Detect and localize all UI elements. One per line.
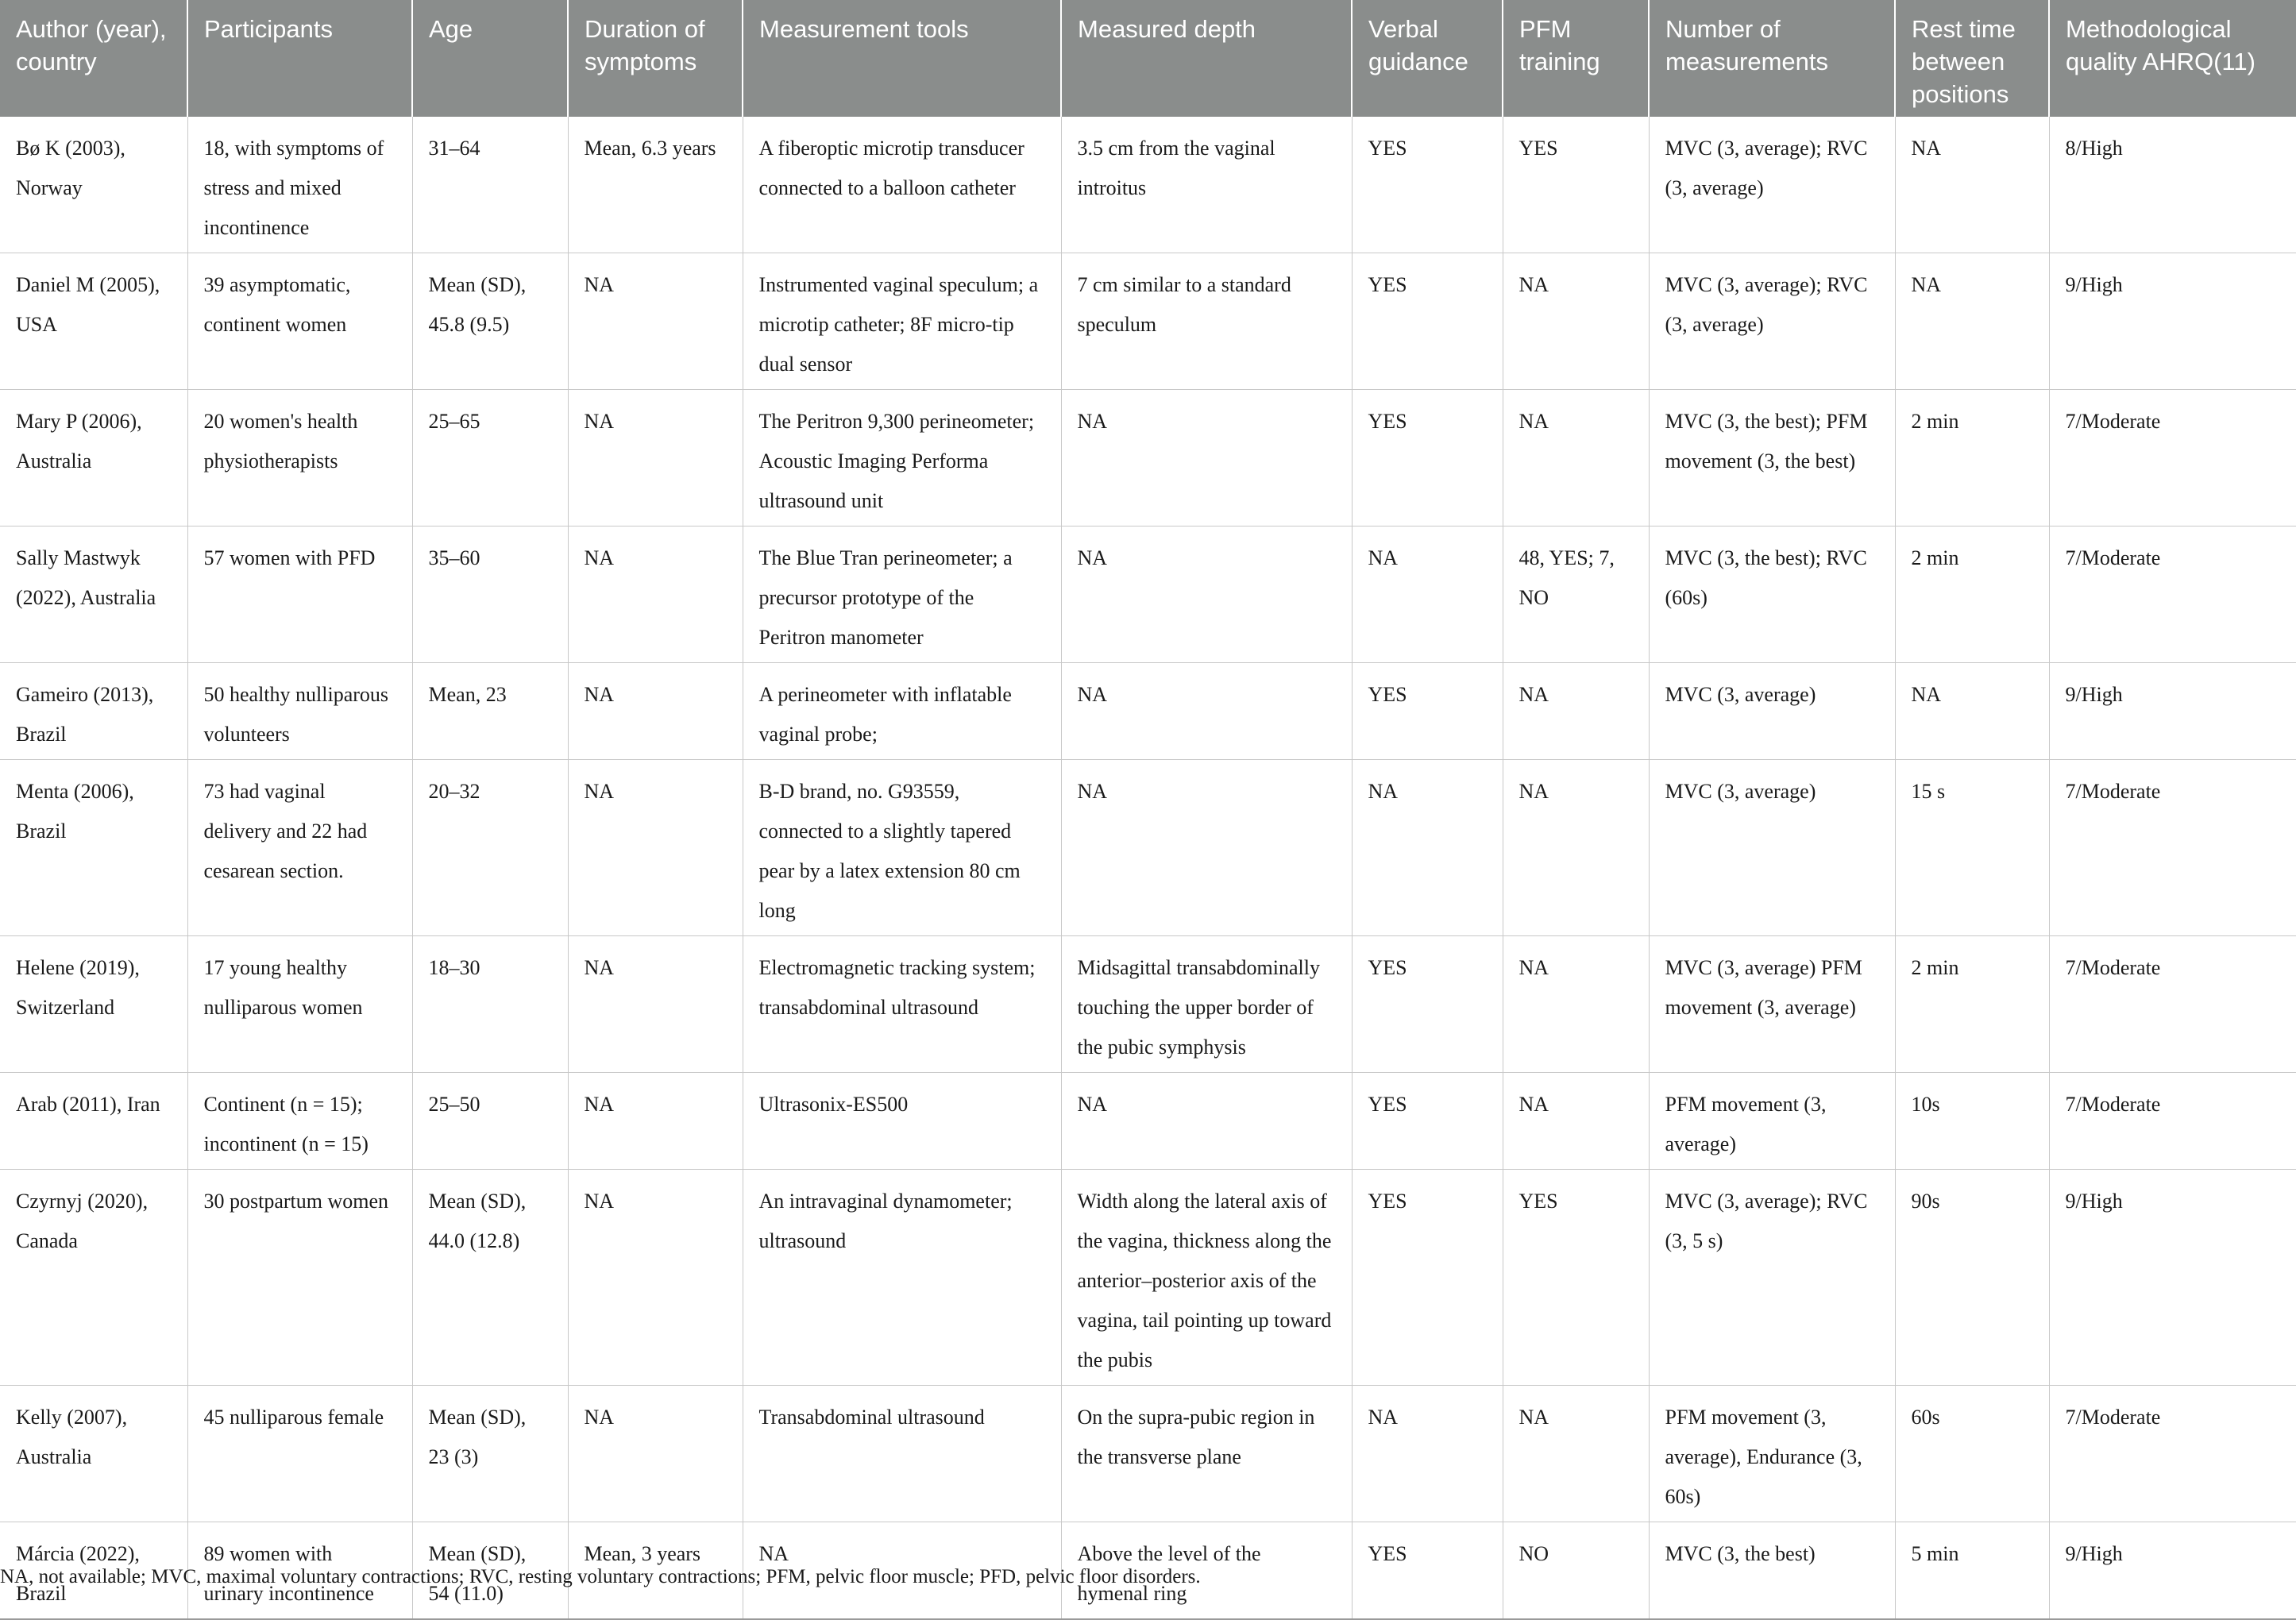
table-cell: MVC (3, average); RVC (3, average) bbox=[1649, 253, 1895, 390]
table-cell: NA bbox=[568, 526, 743, 663]
table-cell: Midsagittal transabdominally touching the upper border of the pubic symphysis bbox=[1061, 936, 1352, 1073]
table-cell: NA bbox=[568, 1170, 743, 1386]
table-cell: NA bbox=[1061, 1073, 1352, 1170]
table-cell: On the supra-pubic region in the transverse plane bbox=[1061, 1386, 1352, 1522]
table-row bbox=[0, 936, 2296, 1073]
table-cell: YES bbox=[1352, 390, 1503, 526]
table-cell: YES bbox=[1503, 117, 1649, 253]
table-cell: MVC (3, the best); RVC (60s) bbox=[1649, 526, 1895, 663]
table-cell: 48, YES; 7, NO bbox=[1503, 526, 1649, 663]
table-cell: 18–30 bbox=[412, 936, 568, 1073]
table-cell: NA bbox=[1503, 936, 1649, 1073]
table-cell: NA bbox=[1503, 1386, 1649, 1522]
table-cell: Electromagnetic tracking system; transabdominal ultrasound bbox=[743, 936, 1061, 1073]
table-cell: 45 nulliparous female bbox=[187, 1386, 412, 1522]
table-cell: 25–65 bbox=[412, 390, 568, 526]
table-cell: NO bbox=[1503, 1522, 1649, 1620]
table-cell: YES bbox=[1352, 1170, 1503, 1386]
table-cell: NA bbox=[1895, 253, 2049, 390]
table-cell: An intravaginal dynamometer; ultrasound bbox=[743, 1170, 1061, 1386]
table-cell: 17 young healthy nulliparous women bbox=[187, 936, 412, 1073]
table-cell: NA bbox=[1352, 760, 1503, 936]
table-cell: NA bbox=[1503, 1073, 1649, 1170]
table-cell: Width along the lateral axis of the vagina, thickness along the anterior–posterior axis of the vagina, tail pointing up toward the pubis bbox=[1061, 1170, 1352, 1386]
table-cell: YES bbox=[1352, 253, 1503, 390]
table-cell: A fiberoptic microtip transducer connected to a balloon catheter bbox=[743, 117, 1061, 253]
table-cell: NA bbox=[568, 253, 743, 390]
table-cell: 20–32 bbox=[412, 760, 568, 936]
table-cell: 90s bbox=[1895, 1170, 2049, 1386]
table-cell: 7/Moderate bbox=[2049, 390, 2296, 526]
table-cell: 9/High bbox=[2049, 663, 2296, 760]
table-cell: PFM movement (3, average) bbox=[1649, 1073, 1895, 1170]
table-cell: 89 women with urinary incontinence bbox=[187, 1522, 412, 1620]
column-header: Measured depth bbox=[1061, 0, 1352, 117]
table-cell: Mary P (2006), Australia bbox=[0, 390, 187, 526]
table-cell: 7/Moderate bbox=[2049, 936, 2296, 1073]
table-cell: Czyrnyj (2020), Canada bbox=[0, 1170, 187, 1386]
table-cell: NA bbox=[1895, 117, 2049, 253]
table-cell: 60s bbox=[1895, 1386, 2049, 1522]
table-cell: Daniel M (2005), USA bbox=[0, 253, 187, 390]
table-cell: Helene (2019), Switzerland bbox=[0, 936, 187, 1073]
column-header: Measurement tools bbox=[743, 0, 1061, 117]
table-row bbox=[0, 117, 2296, 253]
table-cell: MVC (3, the best); PFM movement (3, the best) bbox=[1649, 390, 1895, 526]
table-cell: Gameiro (2013), Brazil bbox=[0, 663, 187, 760]
column-header: Verbal guidance bbox=[1352, 0, 1503, 117]
table-cell: NA bbox=[568, 760, 743, 936]
table-cell: 8/High bbox=[2049, 117, 2296, 253]
table-cell: 2 min bbox=[1895, 526, 2049, 663]
table-cell: 25–50 bbox=[412, 1073, 568, 1170]
table-cell: YES bbox=[1352, 663, 1503, 760]
table-cell: B-D brand, no. G93559, connected to a slightly tapered pear by a latex extension 80 cm long bbox=[743, 760, 1061, 936]
table-row bbox=[0, 663, 2296, 760]
column-header: Number of measurements bbox=[1649, 0, 1895, 117]
table-cell: MVC (3, average) bbox=[1649, 760, 1895, 936]
table-row bbox=[0, 760, 2296, 936]
table-cell: 39 asymptomatic, continent women bbox=[187, 253, 412, 390]
table-cell: 31–64 bbox=[412, 117, 568, 253]
table-cell: YES bbox=[1352, 117, 1503, 253]
table-cell: Continent (n = 15); incontinent (n = 15) bbox=[187, 1073, 412, 1170]
table-cell: 57 women with PFD bbox=[187, 526, 412, 663]
table-cell: 7/Moderate bbox=[2049, 526, 2296, 663]
table-cell: Mean, 23 bbox=[412, 663, 568, 760]
table-cell: NA bbox=[1503, 390, 1649, 526]
table-cell: A perineometer with inflatable vaginal probe; bbox=[743, 663, 1061, 760]
table-cell: Mean (SD), 44.0 (12.8) bbox=[412, 1170, 568, 1386]
table-cell: Mean (SD), 45.8 (9.5) bbox=[412, 253, 568, 390]
table-cell: NA bbox=[1503, 760, 1649, 936]
table-cell: YES bbox=[1352, 1522, 1503, 1620]
column-header: Methodological quality AHRQ(11) bbox=[2049, 0, 2296, 117]
table-cell: YES bbox=[1352, 936, 1503, 1073]
table-cell: Arab (2011), Iran bbox=[0, 1073, 187, 1170]
table-cell: Mean (SD), 54 (11.0) bbox=[412, 1522, 568, 1620]
table-cell: Kelly (2007), Australia bbox=[0, 1386, 187, 1522]
table-cell: NA bbox=[1061, 526, 1352, 663]
table-cell: NA bbox=[568, 936, 743, 1073]
table-cell: 18, with symptoms of stress and mixed incontinence bbox=[187, 117, 412, 253]
table-row bbox=[0, 1170, 2296, 1386]
table-cell: The Blue Tran perineometer; a precursor prototype of the Peritron manometer bbox=[743, 526, 1061, 663]
table-cell: 20 women's health physiotherapists bbox=[187, 390, 412, 526]
table-cell: Márcia (2022), Brazil bbox=[0, 1522, 187, 1620]
table-cell: MVC (3, average) PFM movement (3, average) bbox=[1649, 936, 1895, 1073]
column-header: Participants bbox=[187, 0, 412, 117]
column-header: Author (year), country bbox=[0, 0, 187, 117]
table-cell: 9/High bbox=[2049, 1522, 2296, 1620]
table-row bbox=[0, 253, 2296, 390]
table-cell: 73 had vaginal delivery and 22 had cesarean section. bbox=[187, 760, 412, 936]
table-cell: MVC (3, average) bbox=[1649, 663, 1895, 760]
table-cell: NA bbox=[1352, 526, 1503, 663]
table-cell: Mean (SD), 23 (3) bbox=[412, 1386, 568, 1522]
table-cell: 7/Moderate bbox=[2049, 760, 2296, 936]
table-cell: YES bbox=[1352, 1073, 1503, 1170]
table-cell: 50 healthy nulliparous volunteers bbox=[187, 663, 412, 760]
table-cell: 5 min bbox=[1895, 1522, 2049, 1620]
table-cell: NA bbox=[1352, 1386, 1503, 1522]
table-cell: 7/Moderate bbox=[2049, 1073, 2296, 1170]
table-cell: 3.5 cm from the vaginal introitus bbox=[1061, 117, 1352, 253]
table-cell: 7/Moderate bbox=[2049, 1386, 2296, 1522]
table-cell: NA bbox=[1061, 390, 1352, 526]
column-header: Duration of symptoms bbox=[568, 0, 743, 117]
table-cell: NA bbox=[568, 390, 743, 526]
table-cell: NA bbox=[568, 1073, 743, 1170]
table-cell: Ultrasonix-ES500 bbox=[743, 1073, 1061, 1170]
table-cell: NA bbox=[1503, 253, 1649, 390]
table-cell: The Peritron 9,300 perineometer; Acoustic Imaging Performa ultrasound unit bbox=[743, 390, 1061, 526]
table-cell: NA bbox=[1061, 663, 1352, 760]
table-cell: 2 min bbox=[1895, 936, 2049, 1073]
table-row bbox=[0, 390, 2296, 526]
table-cell: Bø K (2003), Norway bbox=[0, 117, 187, 253]
table-cell: NA bbox=[1895, 663, 2049, 760]
table-row bbox=[0, 1386, 2296, 1522]
table-cell: 9/High bbox=[2049, 253, 2296, 390]
table-cell: NA bbox=[1503, 663, 1649, 760]
header-row bbox=[0, 0, 2296, 117]
table-cell: NA bbox=[568, 1386, 743, 1522]
table-cell: NA bbox=[1061, 760, 1352, 936]
table-cell: 2 min bbox=[1895, 390, 2049, 526]
table-cell: 30 postpartum women bbox=[187, 1170, 412, 1386]
table-row bbox=[0, 1073, 2296, 1170]
table-cell: Menta (2006), Brazil bbox=[0, 760, 187, 936]
table-cell: 7 cm similar to a standard speculum bbox=[1061, 253, 1352, 390]
table-row bbox=[0, 526, 2296, 663]
table-cell: MVC (3, the best) bbox=[1649, 1522, 1895, 1620]
table-cell: 35–60 bbox=[412, 526, 568, 663]
table-cell: Instrumented vaginal speculum; a microtip catheter; 8F micro-tip dual sensor bbox=[743, 253, 1061, 390]
column-header: Rest time between positions bbox=[1895, 0, 2049, 117]
table-cell: NA bbox=[568, 663, 743, 760]
table-cell: MVC (3, average); RVC (3, average) bbox=[1649, 117, 1895, 253]
table-cell: 9/High bbox=[2049, 1170, 2296, 1386]
table-cell: Transabdominal ultrasound bbox=[743, 1386, 1061, 1522]
table-cell: Mean, 3 years bbox=[568, 1522, 743, 1620]
table-cell: YES bbox=[1503, 1170, 1649, 1386]
table-cell: NA bbox=[743, 1522, 1061, 1620]
table-cell: Sally Mastwyk (2022), Australia bbox=[0, 526, 187, 663]
table-cell: Mean, 6.3 years bbox=[568, 117, 743, 253]
table-cell: 10s bbox=[1895, 1073, 2049, 1170]
table-cell: 15 s bbox=[1895, 760, 2049, 936]
column-header: Age bbox=[412, 0, 568, 117]
table-cell: Above the level of the hymenal ring bbox=[1061, 1522, 1352, 1620]
table-footnote: NA, not available; MVC, maximal voluntary contractions; RVC, resting voluntary contractions; PFM, pelvic floor muscle; PFD, pelvic floor disorders. bbox=[0, 1566, 1201, 1587]
table-cell: MVC (3, average); RVC (3, 5 s) bbox=[1649, 1170, 1895, 1386]
column-header: PFM training bbox=[1503, 0, 1649, 117]
table-cell: PFM movement (3, average), Endurance (3, 60s) bbox=[1649, 1386, 1895, 1522]
